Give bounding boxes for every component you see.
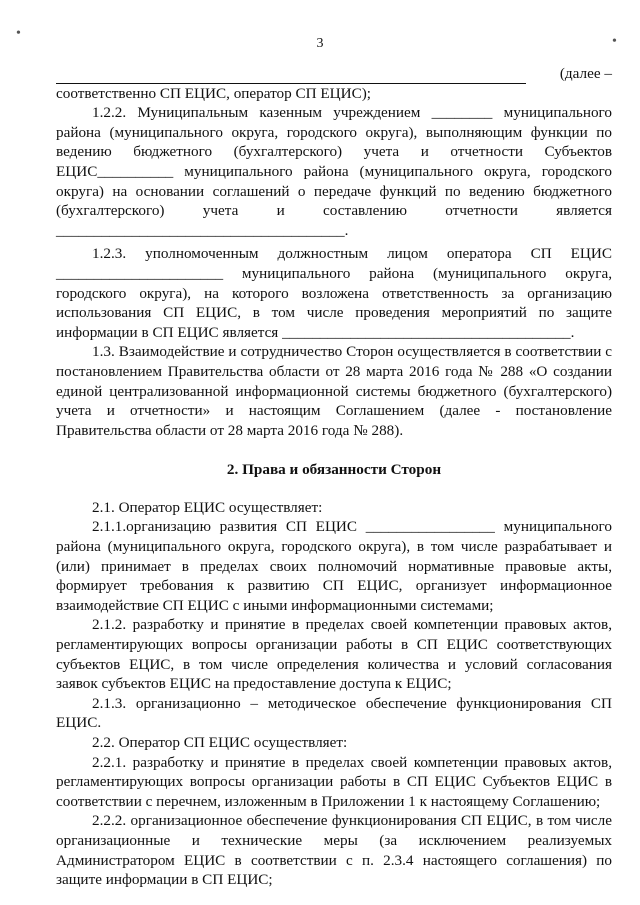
- scan-mark-top-right: •: [612, 34, 617, 49]
- paragraph-line: 1.2.3. уполномоченным должностным лицом оператора СП ЕЦИС: [92, 245, 612, 263]
- paragraph-line: района (муниципального округа, городского округа), выполняющим функции по: [56, 123, 612, 141]
- paragraph-line: округа) на основании соглашений о передаче функций по ведению бюджетного: [56, 182, 612, 200]
- paragraph-line: ______________________________________.: [56, 221, 349, 239]
- blank-line-continuation: [56, 64, 612, 84]
- paragraph-1-2-2: [56, 103, 612, 240]
- paragraph-line: 1.2.2. Муниципальным казенным учреждением ________ муниципального: [92, 104, 612, 122]
- paragraph-line: городского округа), на которого возложена ответственность за организацию: [56, 284, 612, 302]
- paragraph-line: информации в СП ЕЦИС является ______________________________________.: [56, 323, 575, 341]
- paragraph-2-2-2: 2.2.2. организационное обеспечение функционирования СП ЕЦИС, в том числе организационные и технические меры (за исключением реализуемых Администратором ЕЦИС в соответствии с п. 2.3.4 настоящего соглашения) по защите информации в СП ЕЦИС;: [56, 812, 612, 889]
- text-fragment: (далее –: [559, 65, 612, 82]
- paragraph-2-1-1: 2.1.1.организацию развития СП ЕЦИС _________________ муниципального района (муниципального округа, городского округа), в том числе разрабатывает и (или) принимает в пределах своих полномочий нормативные правовые акты, формирует требования к развитию СП ЕЦИС, организует информационное взаимодействие СП ЕЦИС с иными информационными системами;: [56, 518, 612, 614]
- paragraph-line: использования СП ЕЦИС, в том числе проведения мероприятий по защите: [56, 304, 612, 322]
- paragraph-line: ведению бюджетного (бухгалтерского) учета и отчетности Субъектов: [56, 143, 612, 161]
- paragraph-line: соответственно СП ЕЦИС, оператор СП ЕЦИС);: [56, 84, 372, 102]
- blank-field: [56, 69, 526, 84]
- paragraph-2-2: 2.2. Оператор СП ЕЦИС осуществляет:: [92, 734, 348, 751]
- paragraph-2-1: 2.1. Оператор ЕЦИС осуществляет:: [92, 498, 323, 516]
- page-number: 3: [316, 36, 324, 51]
- paragraph-2-1-3: 2.1.3. организационно – методическое обеспечение функционирования СП ЕЦИС.: [56, 694, 612, 732]
- paragraph-1-2-3: [56, 244, 612, 342]
- paragraph-2-1-2: 2.1.2. разработку и принятие в пределах своей компетенции правовых актов, регламентирующих вопросы организации работы в СП ЕЦИС соответствующих субъектов ЕЦИС, в том числе определения количества и условий согласования заявок субъектов ЕЦИС на предоставление доступа к ЕЦИС;: [56, 616, 612, 693]
- paragraph-line: ЕЦИС__________ муниципального района (муниципального округа, городского: [56, 162, 612, 180]
- paragraph-2-2-1: 2.2.1. разработку и принятие в пределах своей компетенции правовых актов, регламентирующих вопросы организации работы в СП ЕЦИС Субъектов ЕЦИС в соответствии с перечнем, изложенным в Приложении 1 к настоящему Соглашению;: [56, 753, 612, 810]
- paragraph-1-3: 1.3. Взаимодействие и сотрудничество Сторон осуществляется в соответствии с постановлением Правительства области от 28 марта 2016 года № 288 «О создании единой централизованной информационной системы бюджетного (бухгалтерского) учета и отчетности» и настоящим Соглашением (далее - постановление Правительства области от 28 марта 2016 года № 288).: [56, 343, 612, 439]
- section-heading: 2. Права и обязанности Сторон: [226, 461, 442, 479]
- document-body: [56, 64, 612, 890]
- paragraph-line: ______________________ муниципального района (муниципального округа,: [56, 264, 612, 282]
- paragraph-line: (бухгалтерского) учета и составлению отчетности является: [56, 202, 612, 220]
- scan-mark-top-left: •: [16, 26, 21, 41]
